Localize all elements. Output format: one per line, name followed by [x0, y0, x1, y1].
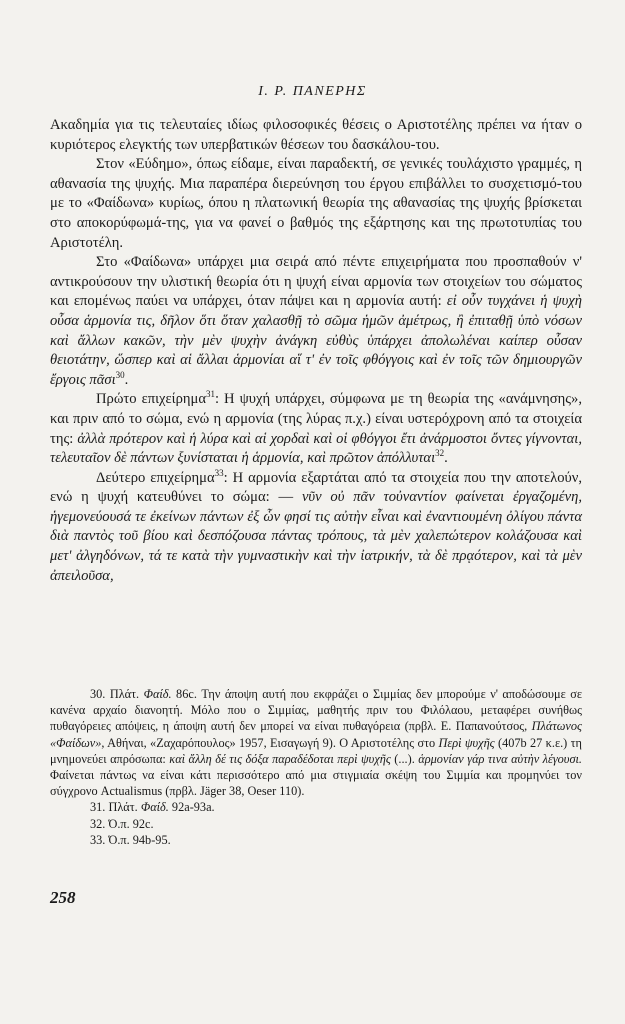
footnote-text: 92a-93a.	[168, 800, 215, 815]
paragraph-text: Στον «Εύδημο», όπως είδαμε, είναι παραδεκτή, σε γενικές τουλάχιστο γραμμές, η αθανασία της ψυχής. Μια παραπέρα διερεύνηση του έργου επιβάλλει το συσχετισμό-του με το «Φαίδωνα» κυρίως, όπου η πλατωνική θεωρία της αθανασίας της ψυχής βρίσκεται στο αποκορύφωμά-της, για να φανεί ο βαθμός της εξάρτησης και της πρωτοτυπίας του Αριστοτέλη.	[50, 156, 582, 251]
greek-quotation: καὶ ἄλλη δέ τις δόξα παραδέδοται περὶ ψυχῆς	[169, 751, 391, 766]
footnote-ref[interactable]: 31	[205, 389, 215, 400]
footnote-text: Ό.π. 92c.	[105, 816, 154, 831]
work-title: Περὶ ψυχῆς	[438, 735, 495, 750]
greek-quotation: νῦν οὐ πᾶν τοὐναντίον φαίνεται ἐργαζομένη, ἡγεμονεύουσά τε ἐκείνων πάντων ἐξ ὧν φησί τις αὐτὴν εἶναι καὶ ἐναντιουμένη ὀλίγου πάντα διὰ παντὸς τοῦ βίου καὶ δεσπόζουσα πάντας τρόπους, τὰ μὲν χαλεπώτερον κολάζουσα καὶ μετ' ἀλγηδόνων, τά τε κατὰ τὴν γυμναστικὴν καὶ τὴν ἰατρικήν, τὰ δὲ πρᾳότερον, καὶ τὰ μὲν ἀπειλοῦσα,	[50, 489, 582, 584]
footnote-number: 30.	[90, 687, 106, 701]
footnote-31	[50, 799, 582, 815]
paragraph-text: : Η ψυχή υπάρχει, σύμφωνα με τη θεωρία της «ανάμνησης», και πριν από το σώμα, ενώ η αρμονία (της λύρας π.χ.) είναι υστερόχρονη από τα στοιχεία της:	[50, 391, 583, 447]
footnote-ref[interactable]: 32	[435, 448, 445, 459]
footnote-text: Πλάτ.	[105, 800, 141, 815]
work-title: Πλάτωνος «Φαίδων»	[50, 719, 582, 750]
greek-quotation: ἀλλὰ πρότερον καὶ ἡ λύρα καὶ αἱ χορδαὶ καὶ οἱ φθόγγοι ἔτι ἀνάρμοστοι ὄντες γίγνονται, τελευταῖον δὲ πάντων ξυνίσταται ἡ ἁρμονία, καὶ πρῶτον ἀπόλλυται	[50, 430, 582, 467]
paragraph-text: : Η αρμονία εξαρτάται από τα στοιχεία που την αποτελούν, ενώ η ψυχή κατευθύνει το σώμα: —	[50, 469, 582, 506]
paragraph-text: .	[124, 371, 129, 388]
footnote-text: Πλάτ.	[105, 687, 144, 701]
paragraph	[50, 155, 582, 253]
footnote-text: , Αθήναι, «Ζαχαρόπουλος» 1957, Εισαγωγή 9). Ο Αριστοτέλης στο	[101, 735, 439, 750]
footnote-text: (407b 27 κ.ε.) τη μνημονεύει απρόσωπα:	[50, 735, 582, 766]
argument-label: Πρώτο επιχείρημα	[96, 391, 206, 408]
page-number: 258	[50, 888, 76, 907]
paragraph-text: Στο «Φαίδωνα» υπάρχει μια σειρά από πέντε επιχειρήματα που προσπαθούν ν' αντικρούσουν την υλιστική θεωρία ότι η ψυχή είναι αρμονία των στοιχείων του σώματος και επομένως παύει να υπάρχει, όταν πάψει και η αρμονία αυτή:	[50, 254, 582, 310]
greek-quotation: εἰ οὖν τυγχάνει ἡ ψυχὴ οὖσα ἁρμονία τις, δῆλον ὅτι ὅταν χαλασθῇ τὸ σῶμα ἡμῶν ἀμέτρως, ἢ ἐπιταθῇ ὑπὸ νόσων καὶ ἄλλων κακῶν, τὴν μὲν ψυχὴν ἀνάγκη εὐθὺς ὑπάρχει ἀπολωλέναι καίπερ οὖσαν θειοτάτην, ὥσπερ καὶ αἱ ἄλλαι ἁρμονίαι αἵ τ' ἐν τοῖς φθόγγοις καὶ ἐν τοῖς τῶν δημιουργῶν ἔργοις πᾶσι	[50, 293, 582, 388]
work-title: Φαίδ.	[140, 800, 169, 815]
footnote-ref[interactable]: 30	[115, 369, 125, 380]
argument-label: Δεύτερο επιχείρημα	[96, 469, 215, 486]
paragraph	[50, 469, 582, 587]
footnote-text: Φαίνεται πάντως να είναι κάτι περισσότερο από μια στιγμιαία σκέψη του Σιμμία και προμηνύει τον σύγχρονο Actualismus (πρβλ. Jäger 38, Oeser 110).	[50, 768, 582, 799]
footnote-text: 86c. Την άποψη αυτή που εκφράζει ο Σιμμίας δεν μπορούμε ν' αποδώσουμε σε κανένα αρχαίο διανοητή. Μόλο που ο Σιμμίας, μαθητής πριν του Φιλόλαου, μεταφέρει συνήθως πυθαγόρειες απόψεις, η άποψη αυτή δεν μπορεί να είναι πυθαγόρεια (πρβλ. Ε. Παπανούτσος,	[50, 687, 582, 734]
footnote-33	[50, 832, 582, 848]
footnote-ref[interactable]: 33	[214, 467, 224, 478]
paragraph	[50, 390, 582, 468]
running-head: Ι. Ρ. ΠΑΝΕΡΗΣ	[258, 84, 367, 99]
paragraph	[50, 253, 582, 390]
greek-quotation: ἁρμονίαν γάρ τινα αὐτὴν λέγουσι.	[418, 751, 583, 766]
footnote-32	[50, 816, 582, 832]
footnote-text: Ό.π. 94b-95.	[105, 832, 171, 847]
footnote-number: 31.	[90, 800, 106, 815]
footnote-number: 33.	[90, 832, 106, 847]
footnote-30	[50, 686, 582, 799]
paragraph-text: Ακαδημία για τις τελευταίες ιδίως φιλοσοφικές θέσεις ο Αριστοτέλης πρέπει να ήταν ο κυριότερος ελεγκτής των υπερβατικών θέσεων του δασκάλου-του.	[50, 117, 582, 153]
footnote-number: 32.	[90, 816, 106, 831]
work-title: Φαίδ.	[143, 687, 172, 701]
paragraph	[50, 116, 582, 155]
footnote-text: (...).	[390, 751, 419, 766]
main-text	[50, 116, 582, 586]
footnotes	[50, 686, 582, 848]
paragraph-text: .	[444, 450, 448, 467]
